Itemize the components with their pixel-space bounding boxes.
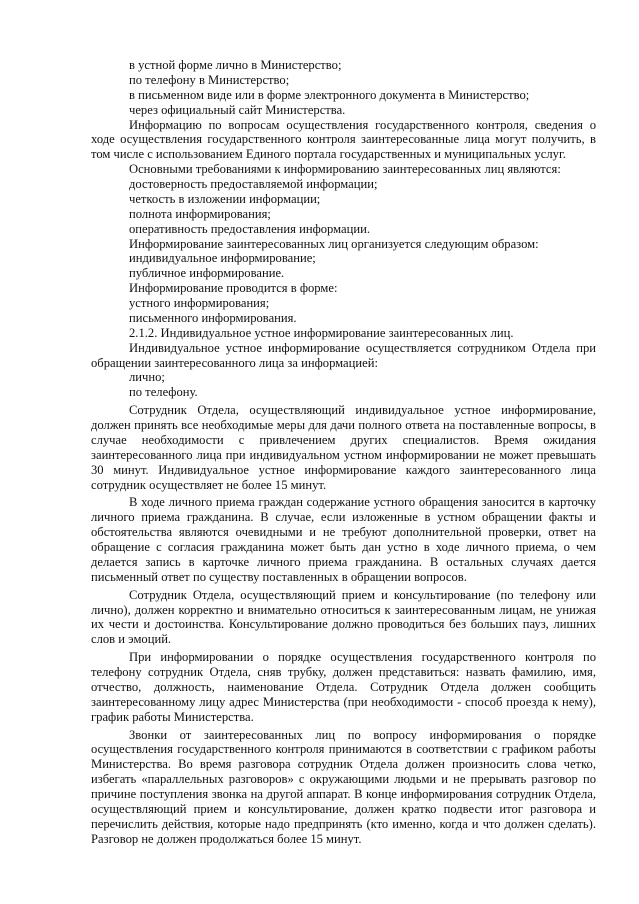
paragraph-information-sources: Информацию по вопросам осуществления государственного контроля, сведения о ходе осуществления государственного контроля заинтересованные лица могут получить, в том числе с использованием Единого портала государственных и муниципальных услуг. xyxy=(91,117,596,162)
list-item-in-person: лично; xyxy=(129,370,165,385)
list-item-completeness: полнота информирования; xyxy=(129,206,271,221)
section-heading-2-1-2: 2.1.2. Индивидуальное устное информирование заинтересованных лиц. xyxy=(129,325,514,340)
list-item-oral-form: устного информирования; xyxy=(129,296,270,310)
list-item-clarity: четкость в изложении информации; xyxy=(129,191,321,206)
list-item-oral-in-person: в устной форме лично в Министерство; xyxy=(129,58,342,72)
paragraph-organization-intro: Информирование заинтересованных лиц организуется следующим образом: xyxy=(129,236,539,251)
paragraph-requirements-intro: Основными требованиями к информированию заинтересованных лиц являются: xyxy=(129,162,561,177)
paragraph-consulting-conduct: Сотрудник Отдела, осуществляющий прием и консультирование (по телефону или лично), должен корректно и внимательно относиться к заинтересованным лицам, не унижая их чести и достоинства. Консультирование должно проводиться без больших пауз, лишних слов и эмоций. xyxy=(91,587,596,647)
list-item-individual: индивидуальное информирование; xyxy=(129,251,316,266)
list-item-official-site: через официальный сайт Министерства. xyxy=(129,102,346,117)
document-body xyxy=(91,58,596,847)
list-item-reliability: достоверность предоставляемой информации; xyxy=(129,177,378,191)
list-item-public: публичное информирование. xyxy=(129,266,285,281)
list-item-written-form: письменного информирования. xyxy=(129,310,297,325)
paragraph-form-intro: Информирование проводится в форме: xyxy=(129,281,338,296)
paragraph-phone-information: При информировании о порядке осуществления государственного контроля по телефону сотрудник Отдела, сняв трубку, должен представиться: назвать фамилию, имя, отчество, должность, наименование Отдела. Сотрудник Отдела должен сообщить заинтересованному лицу адрес Министерства (при необходимости - способ проезда к нему), график работы Министерства. xyxy=(91,650,596,724)
paragraph-calls: Звонки от заинтересованных лиц по вопросу информирования о порядке осуществления государственного контроля принимаются в соответствии с графиком работы Министерства. Во время разговора сотрудник Отдела должен произносить слова четко, избегать «параллельных разговоров» с окружающими людьми и не прерывать разговор по причине поступления звонка на другой аппарат. В конце информирования сотрудник Отдела, осуществляющий прием и консультирование, должен кратко подвести итог разговора и перечислить действия, которые надо предпринять (кто именно, когда и что должен сделать). Разговор не должен продолжаться более 15 минут. xyxy=(91,727,596,846)
list-item-promptness: оперативность предоставления информации. xyxy=(129,221,370,236)
list-item-phone: по телефону. xyxy=(129,385,198,400)
list-item-written: в письменном виде или в форме электронного документа в Министерство; xyxy=(129,87,530,102)
list-item-by-phone: по телефону в Министерство; xyxy=(129,72,290,87)
paragraph-individual-oral: Индивидуальное устное информирование осуществляется сотрудником Отдела при обращении заинтересованного лица за информацией: xyxy=(91,340,596,370)
paragraph-personal-reception: В ходе личного приема граждан содержание устного обращения заносится в карточку личного приема гражданина. В случае, если изложенные в устном обращении факты и обстоятельства являются очевидными и не требуют дополнительной проверки, ответ на обращение с согласия гражданина может быть дан устно в ходе личного приема, о чем делается запись в карточке личного приема гражданина. В остальных случаях дается письменный ответ по существу поставленных в обращении вопросов. xyxy=(91,495,596,584)
paragraph-staff-duties: Сотрудник Отдела, осуществляющий индивидуальное устное информирование, должен принять все необходимые меры для дачи полного ответа на поставленные вопросы, в случае необходимости с привлечением других специалистов. Время ожидания заинтересованного лица при индивидуальном устном информировании не может превышать 30 минут. Индивидуальное устное информирование каждого заинтересованного лица сотрудник осуществляет не более 15 минут. xyxy=(91,403,596,492)
